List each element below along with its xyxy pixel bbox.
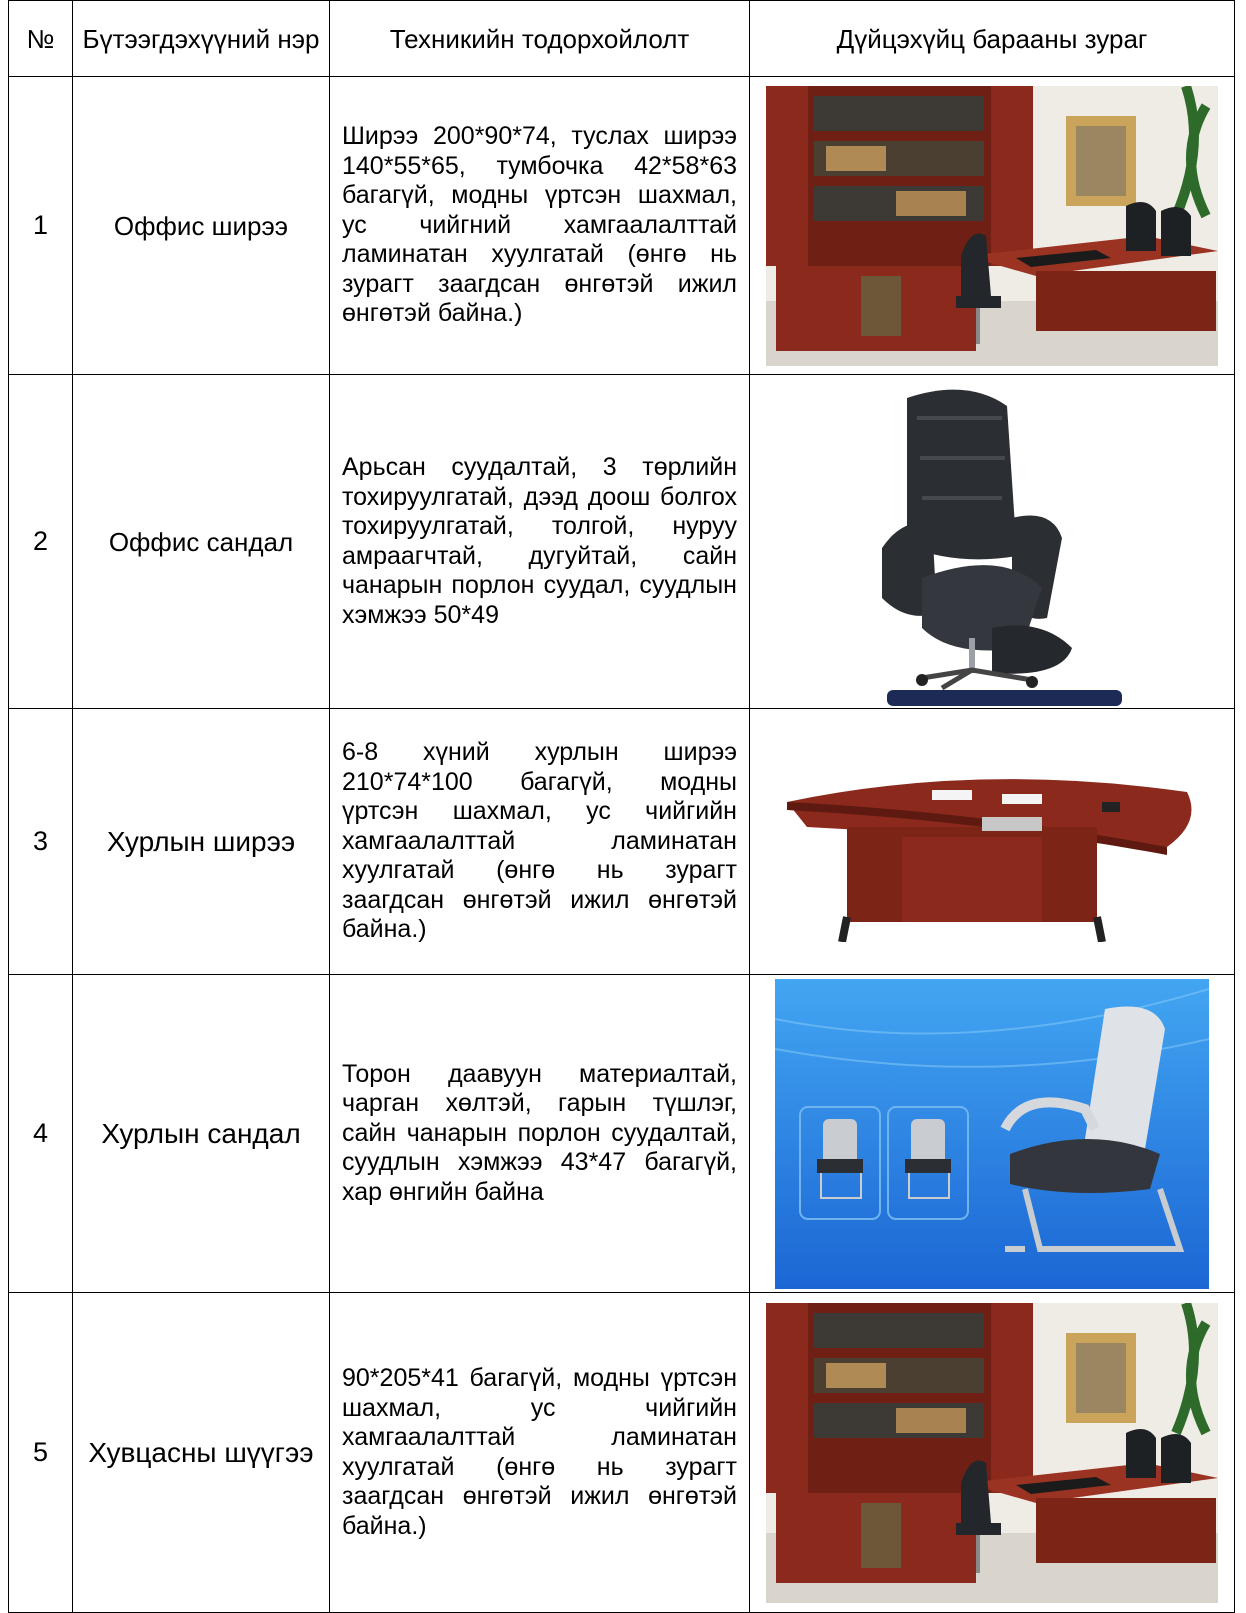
row-number: 1 [9,77,73,375]
product-image-cell [750,1293,1235,1613]
product-name: Хувцасны шүүгээ [73,1293,330,1613]
product-image-cell [750,77,1235,375]
table-row [9,709,1235,975]
office-desk-photo [766,86,1218,366]
product-name: Хурлын сандал [73,975,330,1293]
specification-table [8,0,1235,1613]
product-spec: Торон даавуун материалтай, чарган хөлтэй, гарын түшлэг, сайн чанарын порлон суудалтай, суудлын хэмжээ 43*47 багагүй, хар өнгийн байна [330,975,750,1293]
header-name: Бүтээгдэхүүний нэр [73,1,330,77]
product-image-cell [750,375,1235,709]
table-row [9,1293,1235,1613]
row-number: 2 [9,375,73,709]
row-number: 3 [9,709,73,975]
product-spec: 6-8 хүний хурлын ширээ 210*74*100 багагүй, модны үртсэн шахмал, ус чийгийн хамгаалалттай ламинатан хуулгатай (өнгө нь зурагт заагдсан өнгөтэй ижил өнгөтэй байна.) [330,709,750,975]
meeting-chair-photo [775,979,1209,1289]
product-spec: Ширээ 200*90*74, туслах ширээ 140*55*65, тумбочка 42*58*63 багагүй, модны үртсэн шахмал, ус чийгний хамгаалалттай ламинатан хуулгатай (өнгө нь зурагт заагдсан өнгөтэй ижил өнгөтэй байна.) [330,77,750,375]
row-number: 4 [9,975,73,1293]
product-image-cell [750,709,1235,975]
office-chair-photo [842,378,1142,706]
wardrobe-office-photo [766,1303,1218,1603]
product-name: Хурлын ширээ [73,709,330,975]
table-row [9,975,1235,1293]
table-row [9,375,1235,709]
table-header-row [9,1,1235,77]
product-name: Оффис ширээ [73,77,330,375]
header-spec: Техникийн тодорхойлолт [330,1,750,77]
row-number: 5 [9,1293,73,1613]
header-image: Дүйцэхүйц барааны зураг [750,1,1235,77]
product-name: Оффис сандал [73,375,330,709]
product-spec: 90*205*41 багагүй, модны үртсэн шахмал, ус чийгийн хамгаалалттай ламинатан хуулгатай (өнгө нь зурагт заагдсан өнгөтэй ижил өнгөтэй байна.) [330,1293,750,1613]
product-image-cell [750,975,1235,1293]
product-spec: Арьсан суудалтай, 3 төрлийн тохируулгатай, дээд доош болгох тохируулгатай, толгой, нуруу амраагчтай, дугуйтай, сайн чанарын порлон суудал, суудлын хэмжээ 50*49 [330,375,750,709]
header-no: № [9,1,73,77]
conference-table-photo [782,742,1202,942]
table-row [9,77,1235,375]
